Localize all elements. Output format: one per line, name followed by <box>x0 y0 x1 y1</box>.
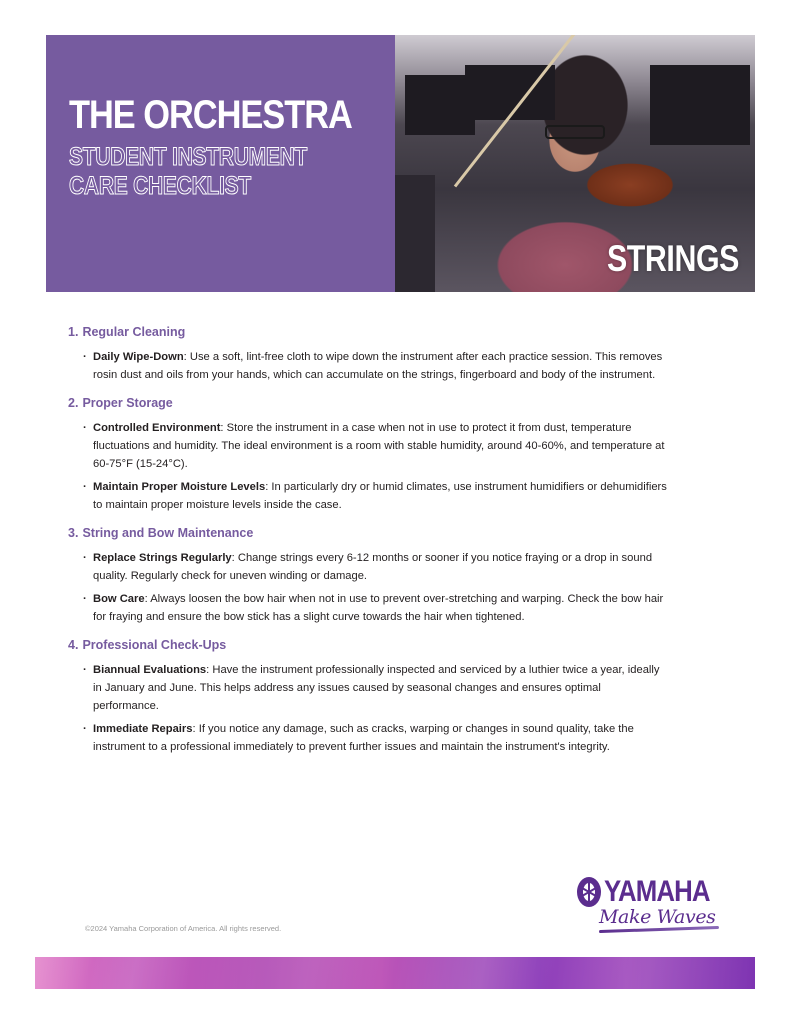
section-heading: 4. Professional Check-Ups <box>68 638 227 652</box>
list-item: · Replace Strings Regularly: Change strings every 6-12 months or sooner if you notice fraying or a drop in sound quality. Regularly check for uneven winding or damage. <box>68 549 668 585</box>
logo-tagline: Make Waves <box>599 906 716 928</box>
bullet-icon: · <box>83 422 87 434</box>
subtitle-line-1: STUDENT INSTRUMENT <box>69 143 308 171</box>
checklist <box>68 324 668 767</box>
bullet-icon: · <box>83 664 87 676</box>
list-item: · Biannual Evaluations: Have the instrument professionally inspected and serviced by a luthier twice a year, ideally in January and June. This helps address any issues caused by seasonal changes and ensures optimal performance. <box>68 661 668 715</box>
yamaha-logo <box>577 876 727 936</box>
page-subtitle <box>69 143 307 201</box>
list-item: · Immediate Repairs: If you notice any damage, such as cracks, warping or changes in sound quality, take the instrument to a professional immediately to prevent further issues and maintain the instrument's integrity. <box>68 720 668 756</box>
logo-wordmark: YAMAHA <box>604 875 710 908</box>
hero-banner <box>46 35 755 292</box>
bullet-icon: · <box>83 723 87 735</box>
section-proper-storage <box>68 395 668 514</box>
section-heading: 2. Proper Storage <box>68 396 173 410</box>
hero-photo-violinist <box>395 35 755 292</box>
section-heading: 1. Regular Cleaning <box>68 325 186 339</box>
bullet-icon: · <box>83 351 87 363</box>
page-title: THE ORCHESTRA <box>69 93 352 137</box>
section-professional-checkups <box>68 637 668 756</box>
list-item: · Controlled Environment: Store the instrument in a case when not in use to protect it from dust, temperature fluctuations and humidity. The ideal environment is a room with stable humidity, around 40-60%, and temperature at 60-75°F (15-24°C). <box>68 419 668 473</box>
chair-shape <box>395 175 435 292</box>
list-item: · Daily Wipe-Down: Use a soft, lint-free cloth to wipe down the instrument after each practice session. This removes rosin dust and oils from your hands, which can accumulate on the strings, fingerboard and body of the instrument. <box>68 348 668 384</box>
list-item: · Bow Care: Always loosen the bow hair when not in use to prevent over-stretching and warping. Check the bow hair for fraying and ensure the bow stick has a slight curve towards the hair when tightened. <box>68 590 668 626</box>
glasses-shape <box>545 125 605 139</box>
list-item: · Maintain Proper Moisture Levels: In particularly dry or humid climates, use instrument humidifiers or dehumidifiers to maintain proper moisture levels inside the case. <box>68 478 668 514</box>
category-label: STRINGS <box>607 238 739 279</box>
subtitle-line-2: CARE CHECKLIST <box>69 172 251 200</box>
section-regular-cleaning <box>68 324 668 384</box>
decorative-footer-band <box>35 957 755 989</box>
bullet-icon: · <box>83 552 87 564</box>
bullet-icon: · <box>83 481 87 493</box>
bullet-icon: · <box>83 593 87 605</box>
tuning-forks-emblem-icon <box>577 877 601 907</box>
logo-row <box>577 876 727 908</box>
hero-title-panel <box>46 35 395 292</box>
music-stand-shape <box>650 65 750 145</box>
section-heading: 3. String and Bow Maintenance <box>68 526 254 540</box>
section-string-bow-maintenance <box>68 525 668 626</box>
copyright-notice: ©2024 Yamaha Corporation of America. All rights reserved. <box>85 924 282 933</box>
